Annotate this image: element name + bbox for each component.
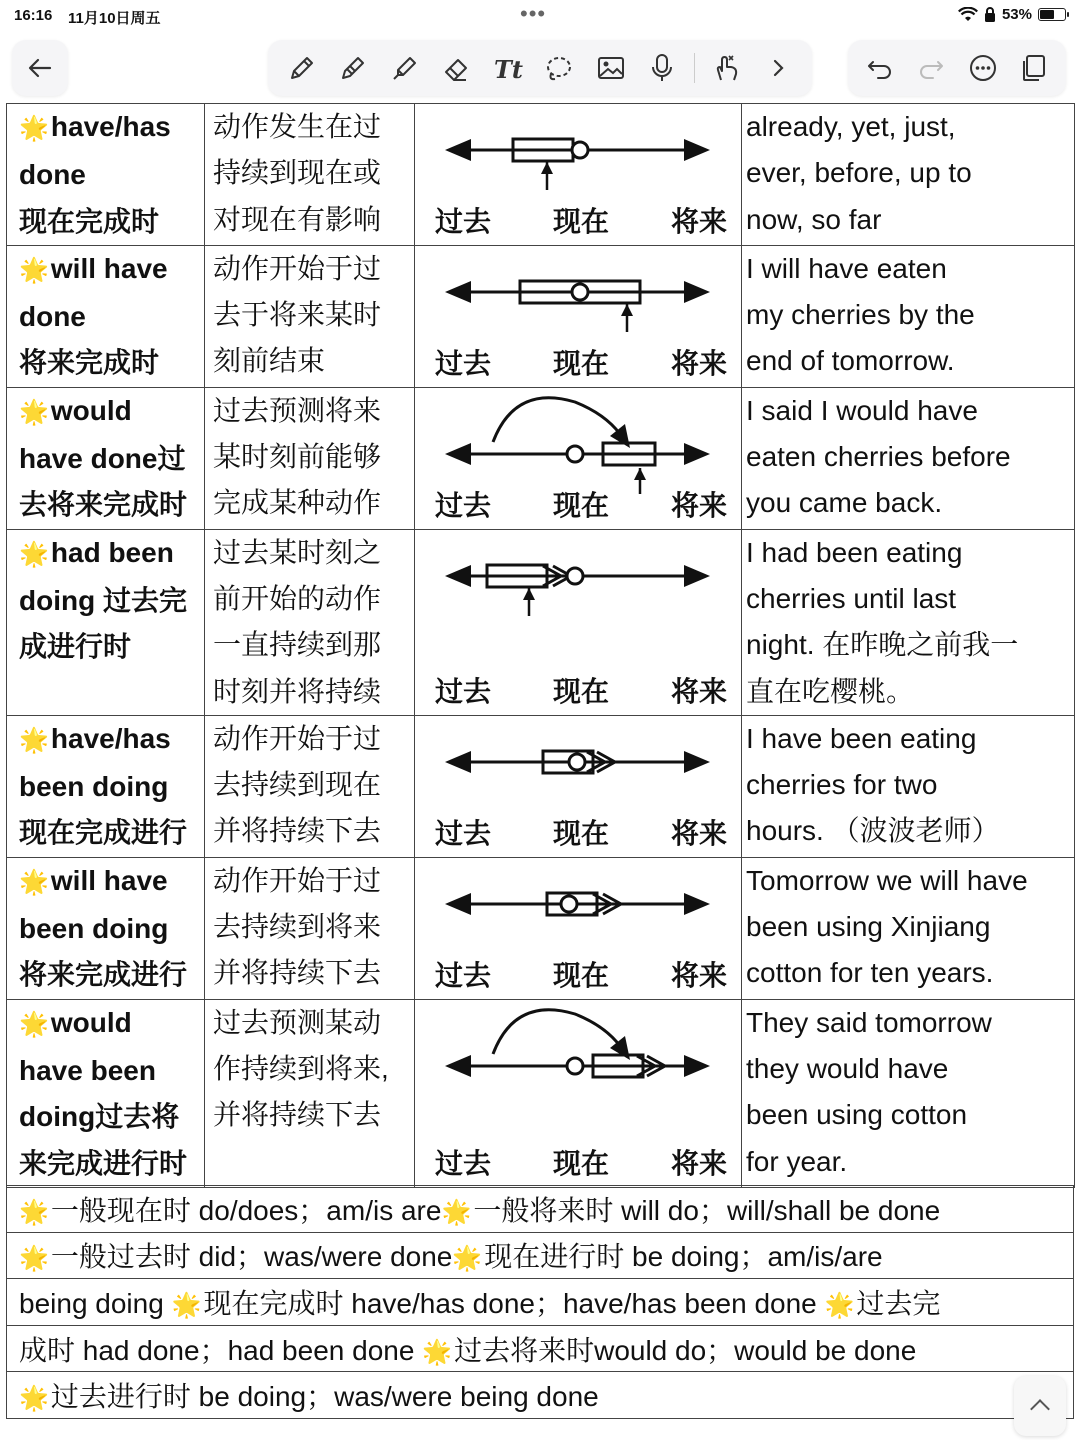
timeline-label-past: 过去 (435, 959, 492, 991)
pencil-icon (337, 52, 369, 84)
example-line: I had been eating (746, 536, 963, 568)
summary-cell (7, 1325, 1074, 1372)
star-icon: 🌟 (171, 1291, 202, 1319)
timeline-label-past: 过去 (435, 817, 492, 849)
lasso-tool-button[interactable] (539, 48, 579, 88)
summary-cell (7, 1186, 1074, 1233)
meaning-line: 完成某种动作 (213, 487, 382, 519)
svg-text:Tt: Tt (493, 55, 523, 84)
timeline-label-future: 将来 (670, 959, 727, 991)
hand-draw-tool-button[interactable] (707, 48, 747, 88)
tense-name-line (19, 294, 204, 340)
example-line: They said tomorrow (746, 1006, 992, 1038)
tense-name-text: would (50, 394, 132, 426)
redo-icon (915, 52, 947, 84)
star-icon: 🌟 (441, 1198, 472, 1226)
summary-cell (7, 1279, 1074, 1326)
more-options-button[interactable] (963, 48, 1003, 88)
example-line: now, so far (746, 203, 882, 235)
arrow-left-icon (26, 54, 54, 82)
meaning-line: 时刻并将持续 (213, 675, 382, 707)
example-line: I said I would have (746, 394, 978, 426)
example-line: eaten cherries before (746, 441, 1011, 473)
meaning-line: 去持续到将来 (213, 911, 382, 943)
summary-text: 过去将来时would do；would be done (454, 1334, 917, 1366)
tense-name-text: have done过 (19, 443, 186, 475)
example-line: end of tomorrow. (746, 345, 955, 377)
example-line: been using cotton (746, 1099, 968, 1131)
tense-name-text: will have (50, 864, 168, 896)
tense-name-cell (7, 245, 205, 387)
meaning-line: 动作开始于过 (213, 722, 382, 754)
tense-name-text: 现在完成进行 (19, 817, 188, 849)
status-right (958, 6, 1066, 23)
timeline-labels (435, 341, 727, 387)
summary-text: 一般现在时 do/does；am/is are (50, 1194, 442, 1226)
tense-name-text: 现在完成时 (19, 205, 160, 237)
tense-name-line (19, 388, 204, 436)
summary-table (6, 1185, 1074, 1419)
timeline-cell (415, 529, 742, 715)
summary-cell (7, 1232, 1074, 1279)
example-line: hours. （波波老师） (746, 815, 1000, 847)
tense-name-text: doing过去将 (19, 1101, 180, 1133)
pen-tool-button[interactable] (282, 48, 322, 88)
meaning-line: 去于将来某时 (213, 299, 382, 331)
star-icon: 🌟 (422, 1338, 453, 1366)
example-line: I will have eaten (746, 252, 947, 284)
meaning-line: 去持续到现在 (213, 769, 382, 801)
tense-name-cell (7, 857, 205, 999)
meaning-cell (205, 245, 415, 387)
timeline-labels (435, 811, 727, 857)
timeline-labels (435, 953, 727, 999)
example-line: you came back. (746, 487, 943, 519)
timeline-diagram (425, 252, 735, 352)
meaning-line: 一直持续到那 (213, 629, 382, 661)
timeline-label-future: 将来 (670, 1147, 727, 1179)
status-date: 11月10日周五 (68, 10, 161, 27)
eraser-icon (440, 52, 472, 84)
summary-text: 现在完成时 have/has done；have/has been done (203, 1287, 825, 1319)
meaning-line: 动作开始于过 (213, 864, 382, 896)
summary-row (7, 1372, 1074, 1419)
tense-name-cell (7, 104, 205, 246)
more-icon (967, 52, 999, 84)
microphone-icon (646, 52, 678, 84)
note-toolbar (0, 36, 1080, 98)
tense-name-text: 来完成进行时 (19, 1147, 188, 1179)
example-cell (742, 999, 1075, 1187)
timeline-labels (435, 669, 727, 715)
tense-name-text: doing 过去完 (19, 584, 187, 616)
summary-text: 过去进行时 be doing；was/were being done (50, 1381, 599, 1413)
meaning-cell (205, 857, 415, 999)
summary-row (7, 1279, 1074, 1326)
tense-name-line (19, 1141, 204, 1187)
example-line: they would have (746, 1052, 949, 1084)
lasso-icon (543, 52, 575, 84)
tense-name-line (19, 436, 204, 482)
tense-name-text: done (19, 301, 86, 333)
microphone-tool-button[interactable] (642, 48, 682, 88)
battery-percent: 53% (1001, 6, 1032, 23)
tense-name-text: have been (19, 1054, 156, 1086)
image-icon (595, 52, 627, 84)
tense-name-text: 将来完成进行 (19, 959, 188, 991)
tense-name-line (19, 1094, 204, 1140)
timeline-labels (435, 1141, 727, 1187)
timeline-label-now: 现在 (552, 347, 609, 379)
timeline-cell (415, 999, 742, 1187)
text-icon (492, 52, 524, 84)
star-icon: 🌟 (19, 1245, 49, 1273)
timeline-labels (435, 483, 727, 529)
status-bar (0, 0, 1080, 32)
example-line: already, yet, just, (746, 111, 956, 142)
chevron-up-icon (1030, 1399, 1050, 1419)
timeline-label-past: 过去 (435, 489, 492, 521)
highlighter-tool-button[interactable] (385, 48, 425, 88)
timeline-label-future: 将来 (670, 817, 727, 849)
star-icon: 🌟 (19, 1010, 49, 1038)
star-icon: 🌟 (19, 1385, 49, 1413)
tense-name-line (19, 858, 204, 906)
eraser-tool-button[interactable] (436, 48, 476, 88)
tense-name-line (19, 906, 204, 952)
example-line: my cherries by the (746, 299, 975, 331)
wifi-icon (958, 7, 978, 23)
summary-text: 现在进行时 be doing；am/is/are (484, 1241, 883, 1273)
tense-name-line (19, 246, 204, 294)
example-cell (742, 529, 1075, 715)
highlighter-icon (389, 52, 421, 84)
timeline-cell (415, 857, 742, 999)
timeline-label-future: 将来 (670, 675, 727, 707)
example-line: cherries until last (746, 582, 957, 614)
example-cell (742, 245, 1075, 387)
tense-row (7, 387, 1075, 529)
example-line: cherries for two (746, 769, 938, 801)
example-cell (742, 857, 1075, 999)
star-icon: 🌟 (19, 1198, 49, 1226)
tense-row (7, 999, 1075, 1187)
text-tool-button[interactable] (488, 48, 528, 88)
example-line: been using Xinjiang (746, 911, 991, 943)
summary-cell (7, 1372, 1074, 1419)
example-line: 直在吃樱桃。 (746, 675, 915, 707)
tense-name-cell (7, 387, 205, 529)
star-icon: 🌟 (19, 256, 49, 284)
example-line: cotton for ten years. (746, 957, 994, 989)
tense-name-line (19, 482, 204, 528)
tense-row (7, 104, 1075, 246)
pages-icon (1018, 52, 1050, 84)
summary-row (7, 1186, 1074, 1233)
timeline-diagram (425, 864, 735, 964)
meaning-cell (205, 104, 415, 246)
tense-name-text: 将来完成时 (19, 347, 160, 379)
meaning-line: 动作发生在过 (213, 111, 382, 142)
meaning-cell (205, 529, 415, 715)
meaning-line: 作持续到将来, (213, 1052, 389, 1084)
back-button[interactable] (12, 40, 68, 96)
hand-draw-icon (711, 52, 743, 84)
meaning-line: 过去预测某动 (213, 1006, 382, 1038)
star-icon: 🌟 (452, 1245, 483, 1273)
timeline-cell (415, 715, 742, 857)
tense-name-text: been doing (19, 771, 169, 803)
tense-name-text: had been (50, 536, 174, 568)
summary-text: being doing (19, 1287, 172, 1319)
timeline-label-past: 过去 (435, 675, 492, 707)
tense-name-line (19, 1048, 204, 1094)
timeline-label-future: 将来 (670, 489, 727, 521)
star-icon: 🌟 (19, 726, 49, 754)
meaning-line: 前开始的动作 (213, 582, 382, 614)
undo-button[interactable] (860, 48, 900, 88)
tense-row (7, 715, 1075, 857)
summary-text: 一般将来时 will do；will/shall be done (473, 1194, 941, 1226)
tense-name-line (19, 199, 204, 245)
tense-name-line (19, 952, 204, 998)
meaning-cell (205, 387, 415, 529)
example-line: I have been eating (746, 722, 977, 754)
tense-name-line (19, 716, 204, 764)
summary-text: 成时 had done；had been done (19, 1334, 423, 1366)
timeline-cell (415, 245, 742, 387)
tense-name-text: have/has (50, 722, 171, 754)
example-cell (742, 104, 1075, 246)
example-line: Tomorrow we will have (746, 864, 1028, 896)
timeline-label-now: 现在 (552, 1147, 609, 1179)
timeline-diagram (425, 110, 735, 210)
tense-name-line (19, 104, 204, 152)
tense-name-cell (7, 999, 205, 1187)
timeline-diagram (425, 394, 735, 494)
star-icon: 🌟 (824, 1291, 855, 1319)
tense-row (7, 245, 1075, 387)
timeline-label-now: 现在 (552, 205, 609, 237)
tense-name-text: would (50, 1006, 132, 1038)
meaning-line: 并将持续下去 (213, 1099, 382, 1131)
battery-icon (1038, 8, 1066, 21)
summary-row (7, 1232, 1074, 1279)
meaning-cell (205, 715, 415, 857)
tense-row (7, 529, 1075, 715)
example-cell (742, 715, 1075, 857)
tense-name-line (19, 624, 204, 670)
scroll-to-top-button[interactable] (1014, 1376, 1066, 1436)
tense-name-text: will have (50, 252, 168, 284)
timeline-label-past: 过去 (435, 205, 492, 237)
redo-button[interactable] (911, 48, 951, 88)
timeline-label-future: 将来 (670, 205, 727, 237)
meaning-line: 持续到现在或 (213, 157, 382, 189)
tense-name-text: have/has (50, 111, 171, 142)
tense-name-line (19, 340, 204, 386)
star-icon: 🌟 (19, 115, 49, 142)
status-time: 16:16 (14, 7, 53, 24)
meaning-line: 并将持续下去 (213, 957, 382, 989)
toolbar-divider (694, 53, 695, 83)
star-icon: 🌟 (19, 398, 49, 426)
tense-name-line (19, 810, 204, 856)
meaning-cell (205, 999, 415, 1187)
star-icon: 🌟 (19, 540, 49, 568)
tense-name-cell (7, 715, 205, 857)
timeline-label-now: 现在 (552, 675, 609, 707)
image-tool-button[interactable] (591, 48, 631, 88)
timeline-labels (435, 199, 727, 245)
tense-name-line (19, 1000, 204, 1048)
example-line: ever, before, up to (746, 157, 972, 189)
summary-text: 一般过去时 did；was/were done (50, 1241, 453, 1273)
timeline-label-now: 现在 (552, 489, 609, 521)
chevron-right-icon (762, 52, 794, 84)
meaning-line: 对现在有影响 (213, 203, 382, 235)
drawing-tools (268, 40, 812, 96)
pages-button[interactable] (1014, 48, 1054, 88)
timeline-label-past: 过去 (435, 347, 492, 379)
tense-name-text: 成进行时 (19, 631, 132, 663)
meaning-line: 过去某时刻之 (213, 536, 382, 568)
tense-name-text: been doing (19, 913, 169, 945)
more-tools-button[interactable] (758, 48, 798, 88)
timeline-diagram (425, 722, 735, 822)
tense-name-text: 去将来完成时 (19, 489, 188, 521)
summary-row (7, 1325, 1074, 1372)
timeline-cell (415, 104, 742, 246)
pen-icon (286, 52, 318, 84)
timeline-label-past: 过去 (435, 1147, 492, 1179)
meaning-line: 过去预测将来 (213, 394, 382, 426)
note-actions (848, 40, 1066, 96)
meaning-line: 刻前结束 (213, 345, 326, 377)
example-line: night. 在昨晚之前我一 (746, 629, 1019, 661)
tense-name-cell (7, 529, 205, 715)
tense-name-line (19, 578, 204, 624)
meaning-line: 并将持续下去 (213, 815, 382, 847)
pencil-tool-button[interactable] (333, 48, 373, 88)
multitask-dots-icon[interactable]: ••• (520, 1, 547, 26)
timeline-diagram (425, 536, 735, 636)
timeline-diagram (425, 1006, 735, 1106)
timeline-cell (415, 387, 742, 529)
timeline-label-now: 现在 (552, 959, 609, 991)
tense-table (6, 103, 1075, 1188)
summary-text: 过去完 (856, 1287, 941, 1319)
lock-rotation-icon (984, 7, 996, 23)
timeline-label-now: 现在 (552, 817, 609, 849)
meaning-line: 某时刻前能够 (213, 441, 382, 473)
tense-name-line (19, 764, 204, 810)
example-cell (742, 387, 1075, 529)
tense-name-line (19, 530, 204, 578)
tense-row (7, 857, 1075, 999)
tense-name-text: done (19, 159, 86, 191)
undo-icon (864, 52, 896, 84)
tense-name-line (19, 152, 204, 198)
timeline-label-future: 将来 (670, 347, 727, 379)
star-icon: 🌟 (19, 868, 49, 896)
example-line: for year. (746, 1145, 848, 1177)
meaning-line: 动作开始于过 (213, 252, 382, 284)
